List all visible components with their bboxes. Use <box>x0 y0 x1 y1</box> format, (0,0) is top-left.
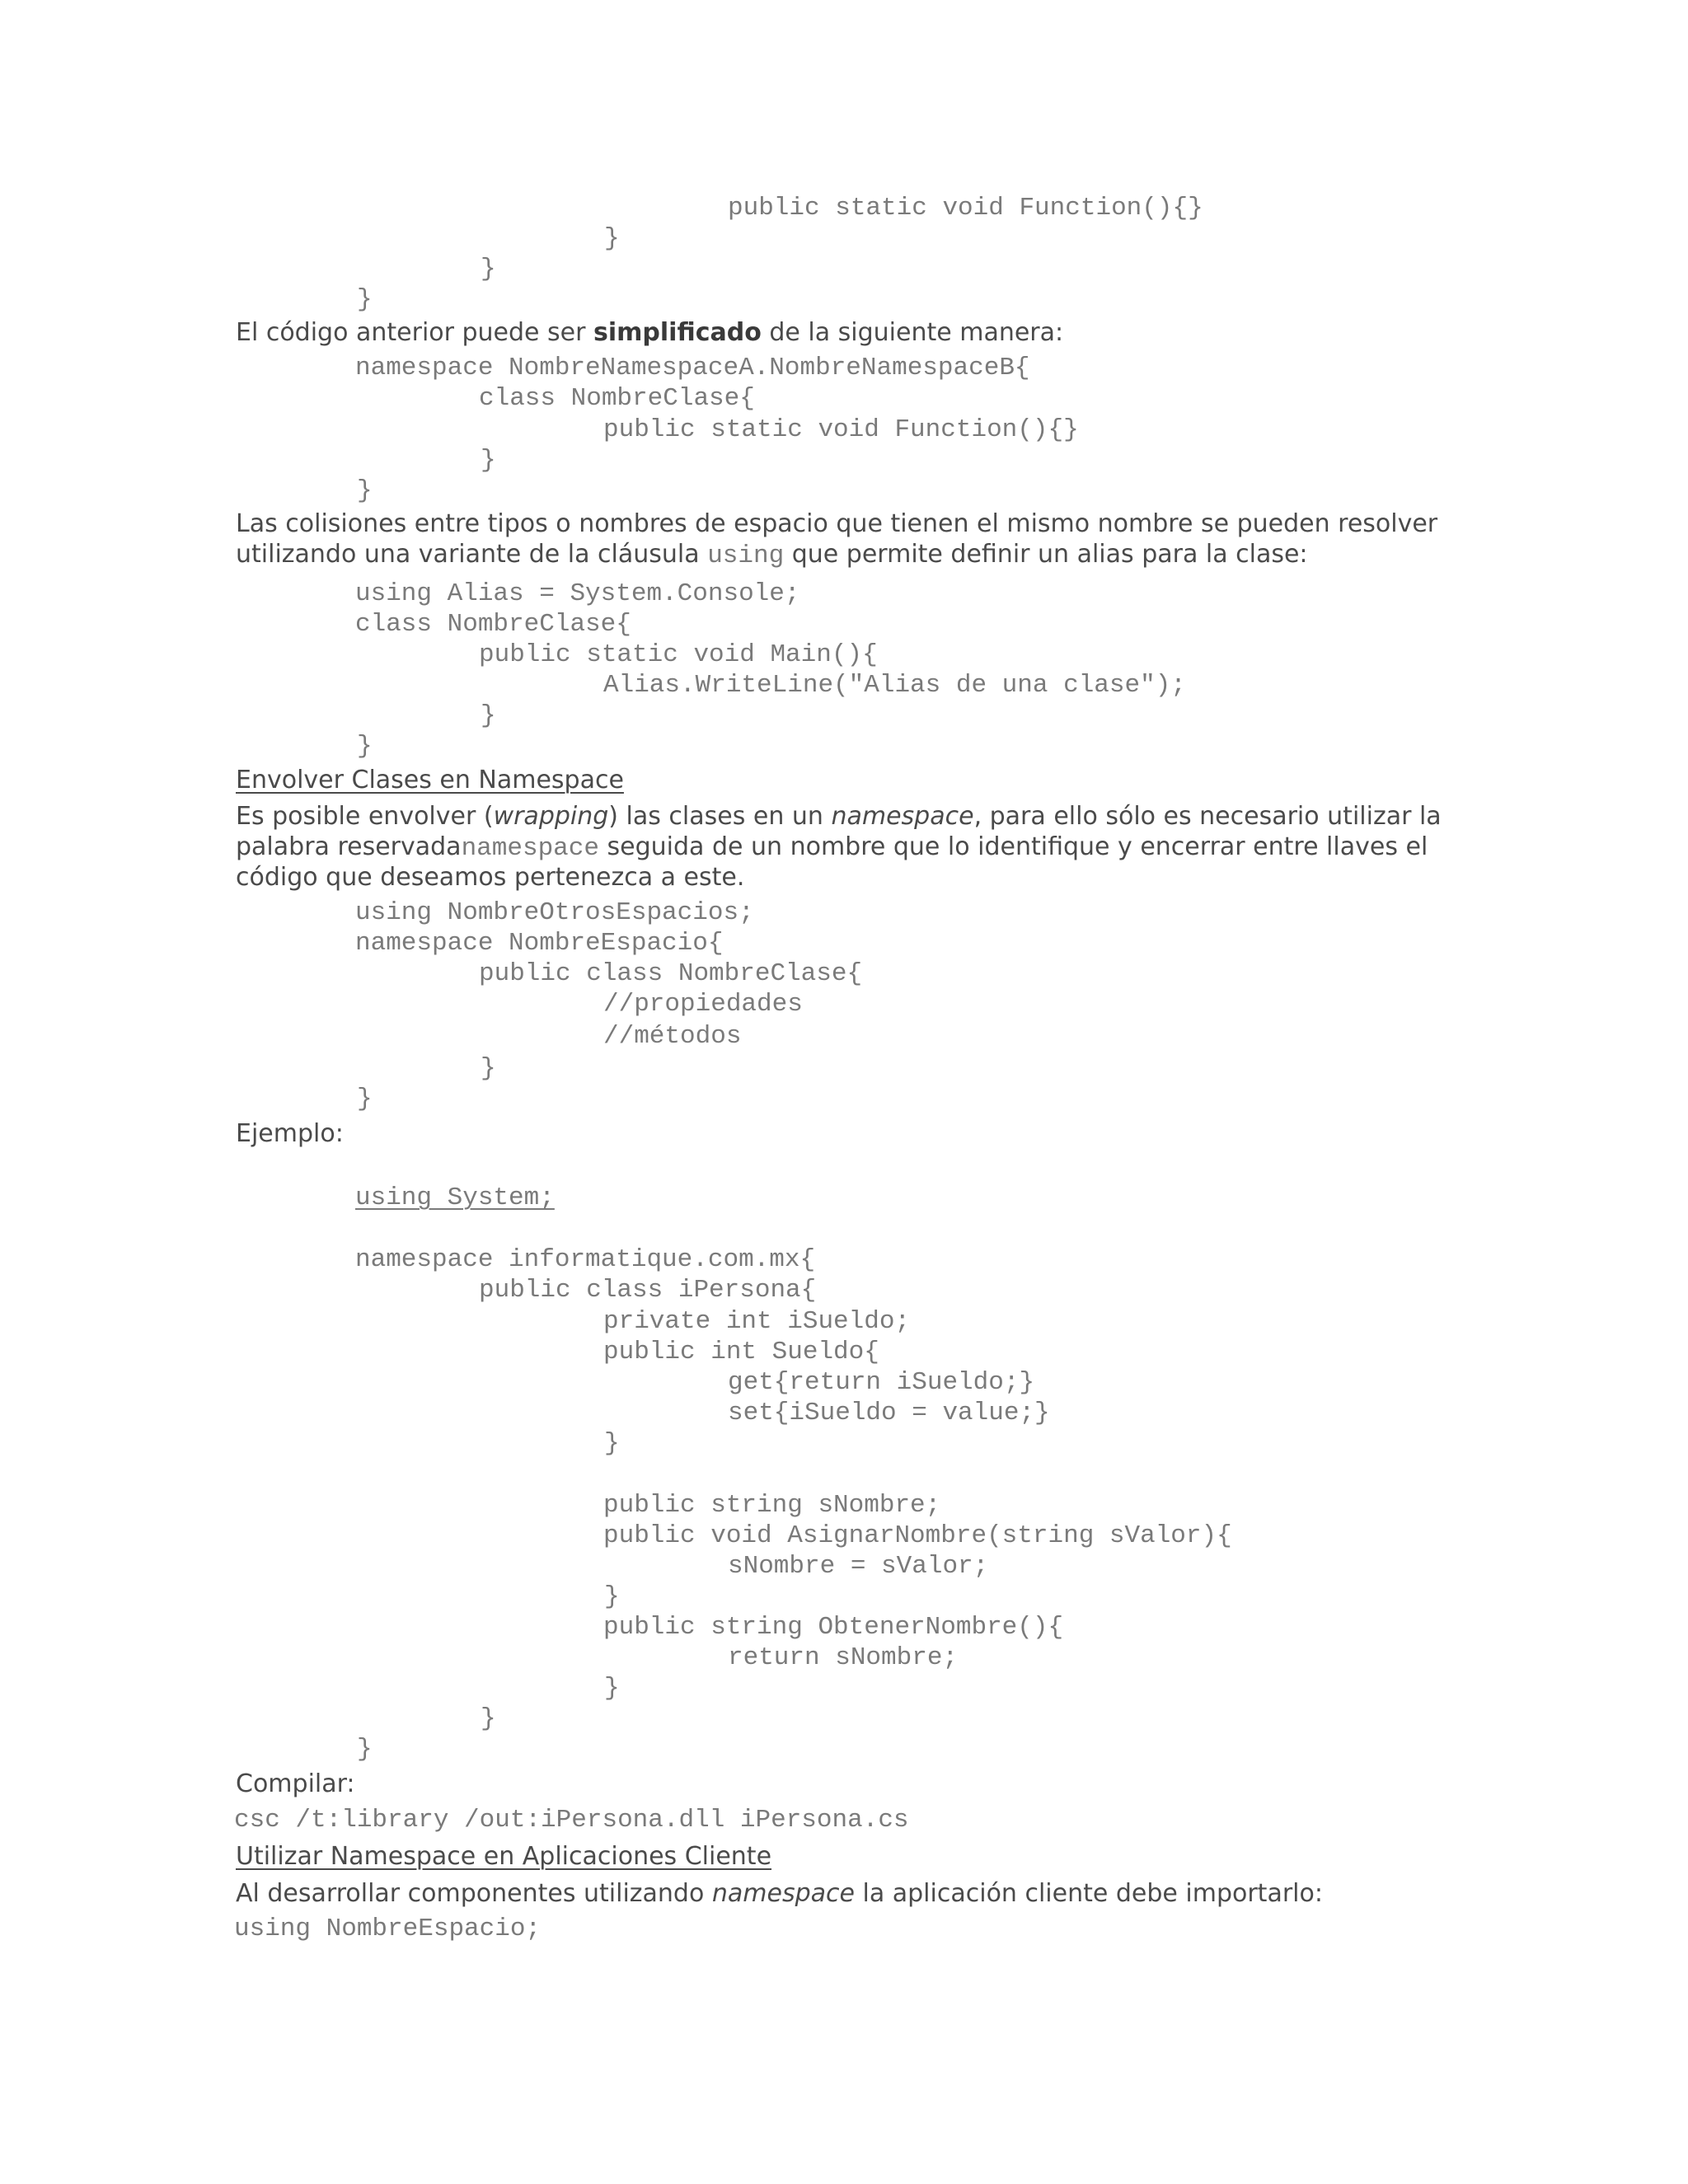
code-line: class NombreClase{ <box>355 610 631 639</box>
section-heading-utilizar: Utilizar Namespace en Aplicaciones Cliente <box>236 1842 772 1871</box>
text: ) las clases en un <box>608 802 832 831</box>
code-line: namespace informatique.com.mx{ <box>355 1245 816 1274</box>
text: Al desarrollar componentes utilizando <box>236 1879 712 1908</box>
code-line: public static void Function(){} <box>728 194 1203 223</box>
text: Es posible envolver ( <box>236 802 494 831</box>
text: seguida de un nombre que lo identifique y encerrar entre llaves el <box>599 832 1428 861</box>
code-line: namespace NombreEspacio{ <box>355 929 724 958</box>
italic-text: wrapping <box>493 802 609 831</box>
code-line: } <box>604 1429 620 1458</box>
compilar-label: Compilar: <box>236 1769 355 1798</box>
text: , para ello sólo es necesario utilizar la <box>973 802 1442 831</box>
code-line: } <box>481 446 496 475</box>
code-line: sNombre = sValor; <box>728 1552 989 1581</box>
code-line: public string ObtenerNombre(){ <box>603 1613 1064 1642</box>
bold-text: simplificado <box>593 318 762 347</box>
code-line: } <box>357 1085 373 1113</box>
code-line: using Alias = System.Console; <box>355 579 800 608</box>
code-line: namespace NombreNamespaceA.NombreNamespaceB{ <box>355 354 1030 382</box>
paragraph-collisions-line2 <box>236 539 1456 571</box>
section-heading-envolver: Envolver Clases en Namespace <box>236 766 624 794</box>
code-line: using NombreOtrosEspacios; <box>355 898 754 927</box>
code-line: get{return iSueldo;} <box>728 1368 1035 1397</box>
ejemplo-label: Ejemplo: <box>236 1119 344 1148</box>
code-line-underlined: using System; <box>355 1183 555 1212</box>
paragraph-envolver-line1 <box>236 801 1456 832</box>
inline-code: namespace <box>461 834 599 863</box>
code-line: } <box>357 732 373 761</box>
text: El código anterior puede ser <box>236 318 594 347</box>
code-line: } <box>604 1582 620 1611</box>
code-line: private int iSueldo; <box>603 1307 911 1336</box>
text: la aplicación cliente debe importarlo: <box>854 1879 1323 1908</box>
text: palabra reservada <box>236 832 462 861</box>
code-line: public void AsignarNombre(string sValor){ <box>603 1521 1232 1550</box>
code-line: public static void Main(){ <box>479 640 878 669</box>
code-line: public string sNombre; <box>603 1491 941 1520</box>
code-line: public int Sueldo{ <box>603 1338 879 1366</box>
paragraph-utilizar <box>236 1878 1456 1909</box>
code-line: //métodos <box>603 1022 742 1051</box>
paragraph-envolver-line3: código que deseamos pertenezca a este. <box>236 863 745 892</box>
paragraph-envolver-line2 <box>236 832 1456 864</box>
code-line: public class iPersona{ <box>479 1276 817 1305</box>
code-line: } <box>357 476 373 505</box>
code-line: } <box>604 224 620 253</box>
inline-code: using <box>707 541 785 570</box>
compile-command: csc /t:library /out:iPersona.dll iPersona.cs <box>234 1806 909 1835</box>
text: de la siguiente manera: <box>761 318 1064 347</box>
code-line: public class NombreClase{ <box>479 959 863 988</box>
code-line: class NombreClase{ <box>479 384 755 413</box>
code-line: set{iSueldo = value;} <box>728 1399 1050 1427</box>
code-line: return sNombre; <box>728 1643 959 1672</box>
final-code-line: using NombreEspacio; <box>234 1915 542 1943</box>
code-line: //propiedades <box>603 990 803 1019</box>
paragraph-collisions-line1: Las colisiones entre tipos o nombres de espacio que tienen el mismo nombre se pueden resolver <box>236 509 1438 538</box>
code-line: } <box>357 285 373 314</box>
code-line: } <box>481 1054 496 1083</box>
code-line: } <box>481 255 496 284</box>
text: que permite definir un alias para la clase: <box>784 540 1308 569</box>
code-line: } <box>604 1674 620 1703</box>
code-line: public static void Function(){} <box>603 415 1079 444</box>
code-line: } <box>357 1735 373 1764</box>
italic-text: namespace <box>831 802 974 831</box>
text: utilizando una variante de la cláusula <box>236 540 708 569</box>
paragraph-simplified <box>236 317 1456 348</box>
code-line: Alias.WriteLine("Alias de una clase"); <box>603 671 1186 700</box>
italic-text: namespace <box>711 1879 855 1908</box>
code-line: } <box>481 1704 496 1733</box>
code-line: } <box>481 701 496 730</box>
